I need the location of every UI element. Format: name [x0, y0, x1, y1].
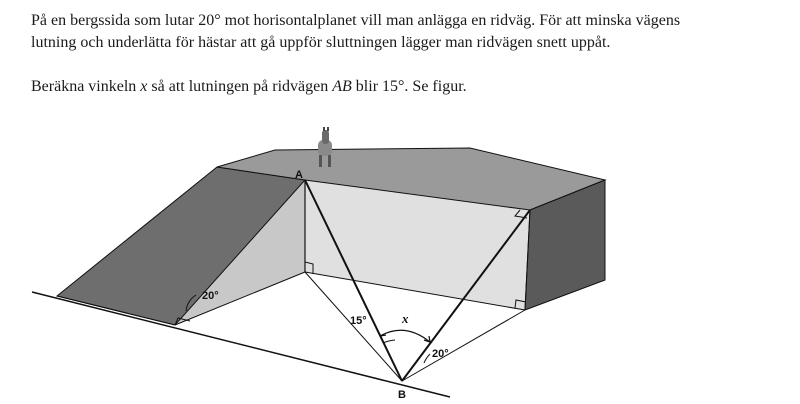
ground-line	[32, 292, 450, 397]
question-post: blir 15°. Se figur.	[351, 78, 467, 95]
question-line	[31, 76, 791, 98]
problem-line-1: På en bergssida som lutar 20° mot horisontalplanet vill man anlägga en ridväg. För att minska vägens	[31, 12, 681, 29]
question-variable: x	[140, 78, 148, 95]
label-slope-angle: 20°	[202, 290, 219, 302]
question-pre: Beräkna vinkeln	[31, 78, 141, 95]
label-unknown-angle: x	[402, 311, 409, 326]
problem-text	[31, 10, 791, 98]
angle-x-arc	[380, 330, 430, 342]
label-b: B	[398, 389, 406, 401]
problem-line-2: lutning och underlätta för hästar att gå uppför sluttningen lägger man ridvägen snett uppåt.	[31, 34, 611, 51]
question-mid: så att lutningen på ridvägen	[147, 78, 333, 95]
label-a: A	[295, 169, 303, 181]
label-right-angle: 20°	[432, 348, 449, 360]
geometry-figure	[0, 118, 800, 404]
label-road-angle: 15°	[350, 315, 367, 327]
question-segment: AB	[332, 78, 352, 95]
